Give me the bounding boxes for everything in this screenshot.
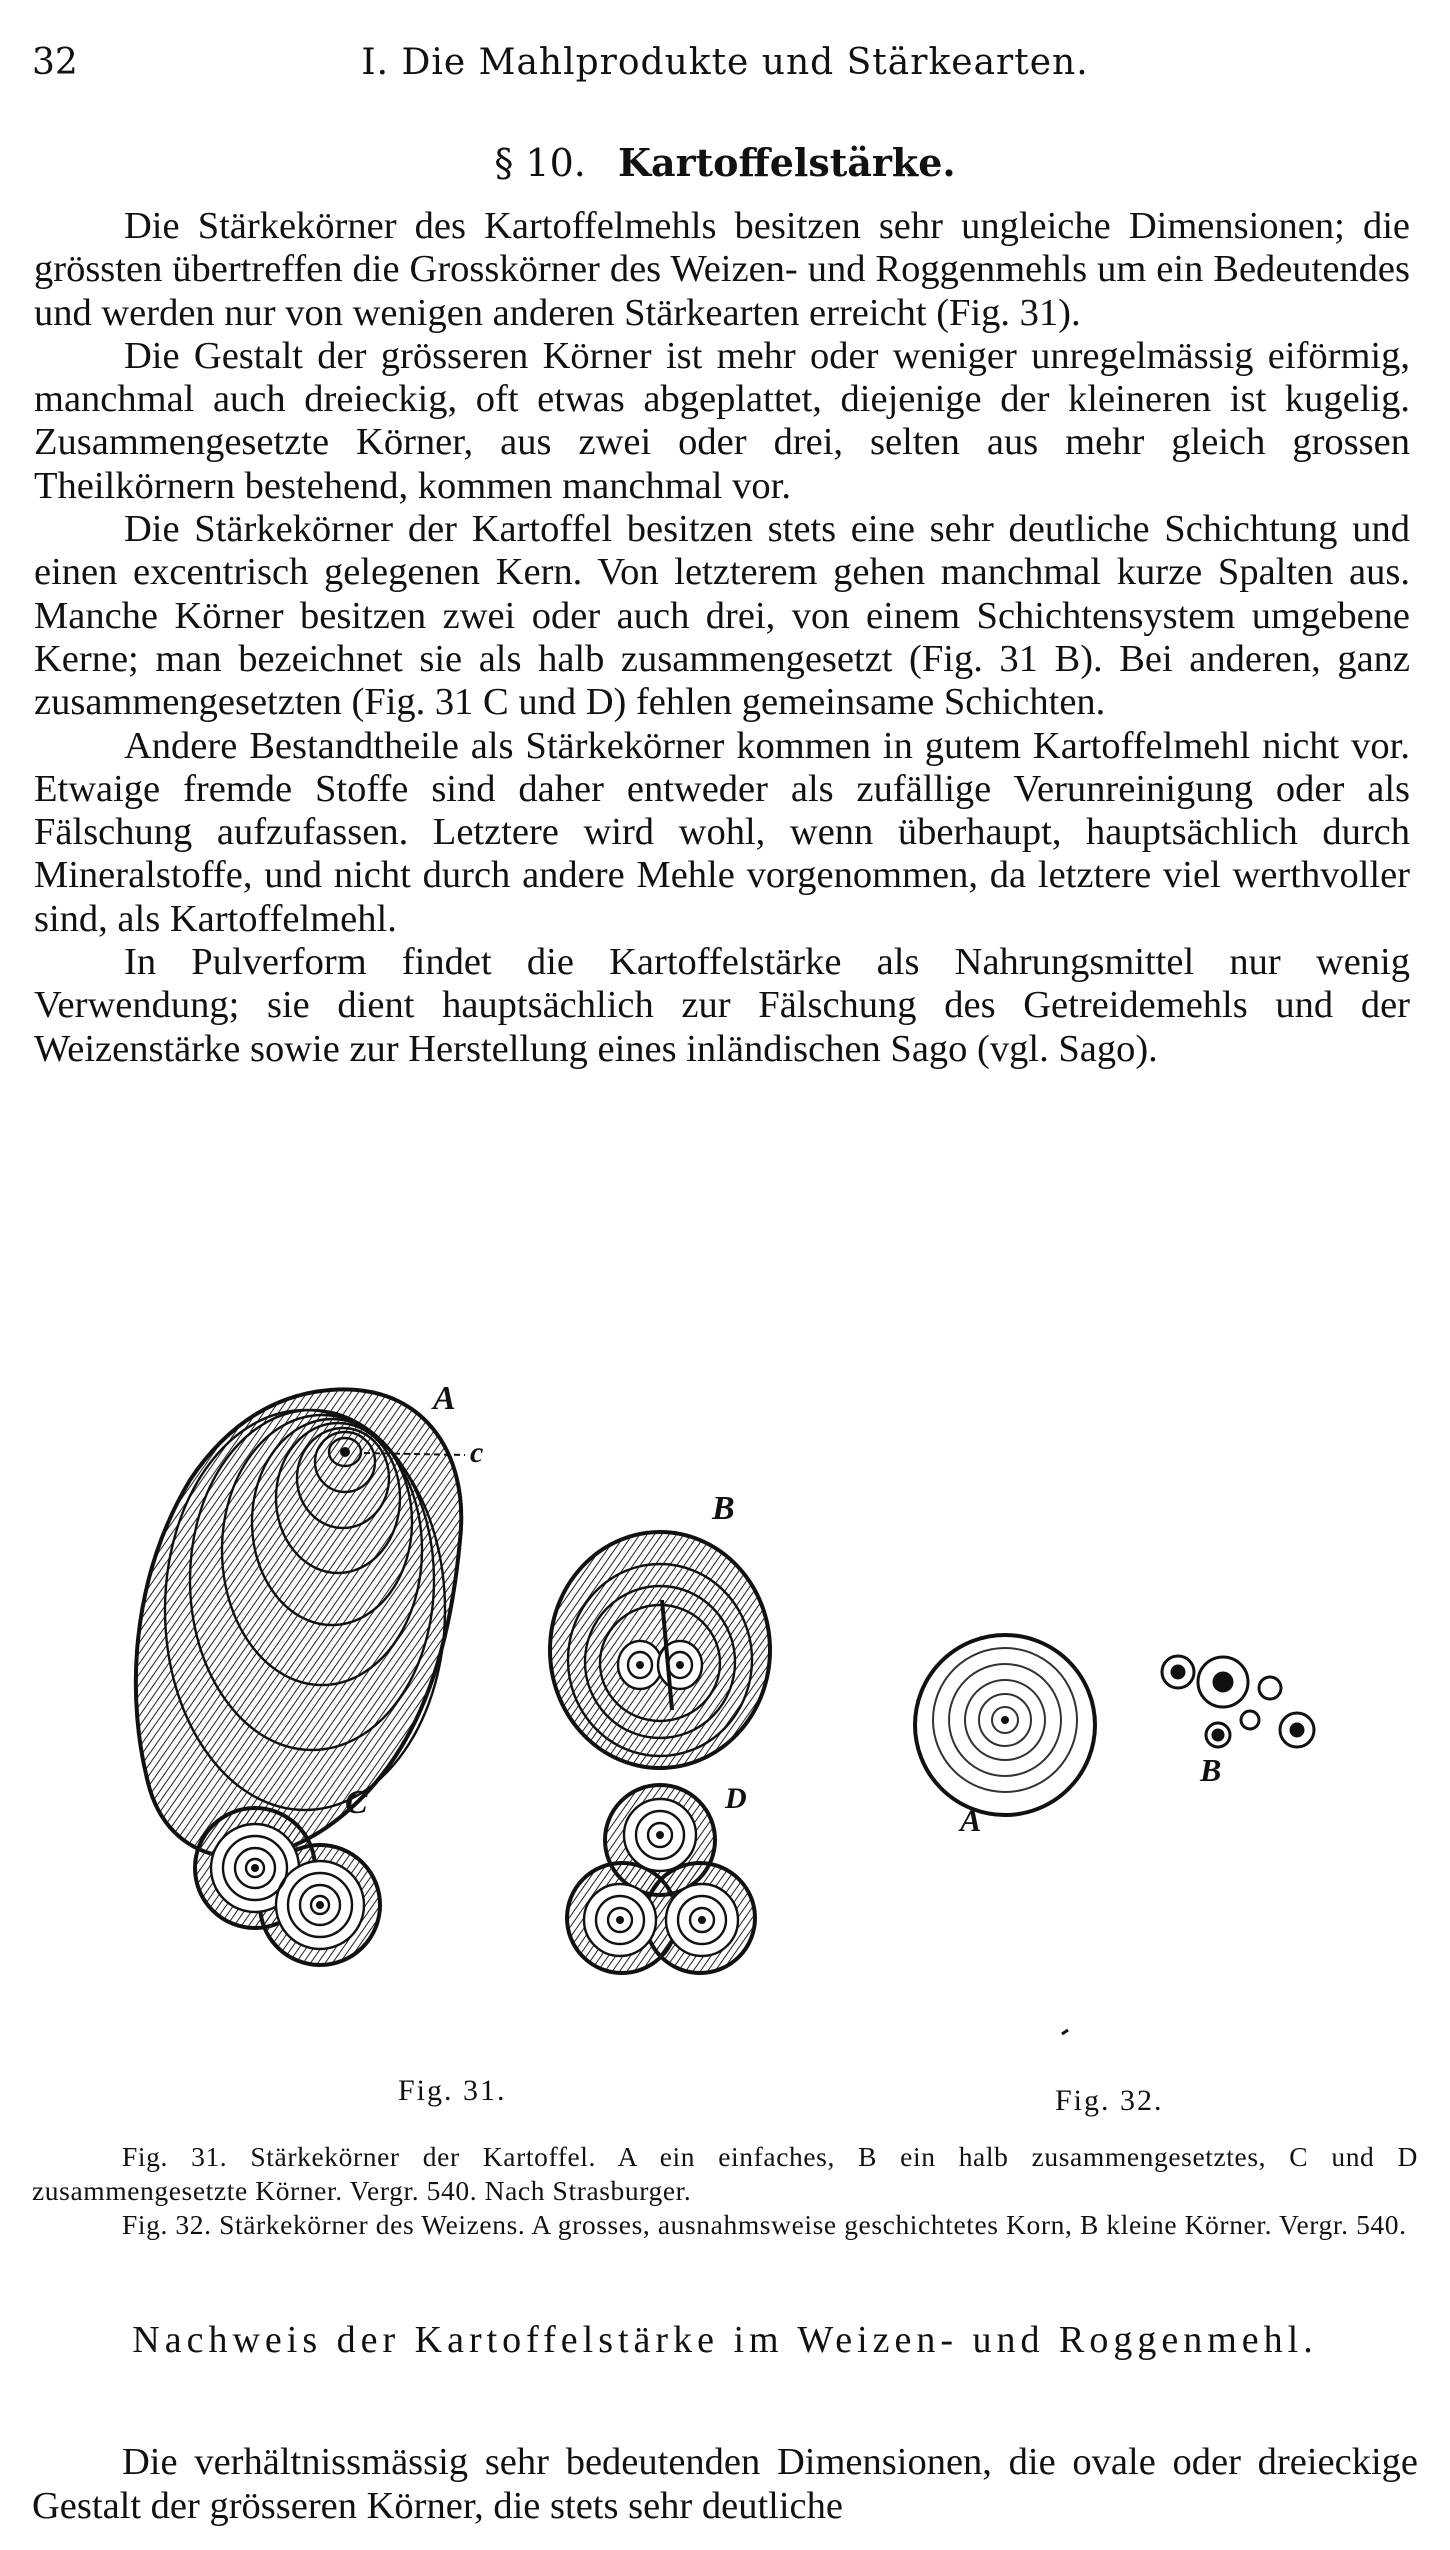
body-text — [34, 205, 1410, 1071]
section-number: § 10. — [494, 141, 586, 185]
fig32-letter-b: B — [1200, 1752, 1224, 1788]
figure-area — [0, 1370, 1450, 2140]
fig31-letter-b: B — [712, 1490, 737, 1527]
fig32-letter-a: A — [960, 1802, 984, 1838]
paragraph: Andere Bestandtheile als Stärkekörner kommen in gutem Kartoffelmehl nicht vor. Etwaige fremde Stoffe sind daher entweder als zufällige Verunreinigung oder als Fälschung aufzufassen. Letztere wird wohl, wenn überhaupt, hauptsächlich durch Mineralstoffe, und nicht durch andere Mehle vorgenommen, da letztere viel werthvoller sind, als Kartoffelmehl. — [34, 724, 1410, 940]
paragraph: Die Gestalt der grösseren Körner ist mehr oder weniger unregelmässig eiförmig, manchmal auch dreieckig, oft etwas abgeplattet, diejenige der kleineren ist kugelig. Zusammengesetzte Körner, aus zwei oder drei, selten aus mehr gleich grossen Theilkörnern bestehend, kommen manchmal vor. — [34, 334, 1410, 507]
fig32-grains-b — [1162, 1656, 1314, 1747]
paragraph: Die Stärkekörner des Kartoffelmehls besitzen sehr ungleiche Dimensionen; die grössten übertreffen die Grosskörner des Weizen- und Roggenmehls um ein Bedeutendes und werden nur von wenigen anderen Stärkearten erreicht (Fig. 31). — [34, 205, 1410, 334]
subheading: Nachweis der Kartoffelstärke im Weizen- und Roggenmehl. — [132, 2319, 1318, 2361]
caption-fig31: Fig. 31. Stärkekörner der Kartoffel. A ein einfaches, B ein halb zusammengesetztes, C und D zusammengesetzte Körner. Vergr. 540. Nach Strasburger. — [32, 2141, 1418, 2206]
fig32-grain-a — [915, 1635, 1095, 1815]
paragraph: In Pulverform findet die Kartoffelstärke als Nahrungsmittel nur wenig Verwendung; sie dient hauptsächlich zur Fälschung des Getreidemehls und der Weizenstärke sowie zur Herstellung eines inländischen Sago (vgl. Sago). — [34, 941, 1410, 1070]
fig31-letter-c: C — [345, 1784, 370, 1821]
paragraph: Die Stärkekörner der Kartoffel besitzen stets eine sehr deutliche Schichtung und einen excentrisch gelegenen Kern. Von letzterem gehen manchmal kurze Spalten aus. Manche Körner besitzen zwei oder auch drei, von einem Schichtensystem umgebene Kerne; man bezeichnet sie als halb zusammengesetzt (Fig. 31 B). Bei anderen, ganz zusammengesetzten (Fig. 31 C und D) fehlen gemeinsame Schichten. — [34, 508, 1410, 724]
fig31-grain-a — [136, 1389, 465, 1857]
figure-captions — [32, 2140, 1418, 2242]
fig31-label: Fig. 31. — [398, 2074, 507, 2107]
section-title: Kartoffelstärke. — [617, 140, 956, 185]
fig31-letter-a: A — [433, 1380, 458, 1417]
fig32-label: Fig. 32. — [1055, 2084, 1164, 2117]
fig31-grain-b — [550, 1532, 770, 1768]
running-head — [32, 42, 1418, 92]
grain-c-two-parts — [195, 1808, 380, 1965]
section-heading — [0, 140, 1450, 185]
starch-grain-illustrations — [0, 1370, 1450, 2140]
closing-text — [32, 2440, 1418, 2528]
caption-fig32: Fig. 32. Stärkekörner des Weizens. A grosses, ausnahmsweise geschichtetes Korn, B kleine Körner. Vergr. 540. — [122, 2209, 1407, 2240]
running-title: I. Die Mahlprodukte und Stärkearten. — [361, 42, 1089, 83]
fig31-marker-c: c — [470, 1436, 486, 1469]
closing-paragraph: Die verhältnissmässig sehr bedeutenden Dimensionen, die ovale oder dreieckige Gestalt der grösseren Körner, die stets sehr deutliche — [32, 2441, 1418, 2527]
page-number: 32 — [32, 42, 78, 83]
fig31-letter-d: D — [725, 1782, 749, 1815]
ink-speck — [1062, 2030, 1068, 2034]
